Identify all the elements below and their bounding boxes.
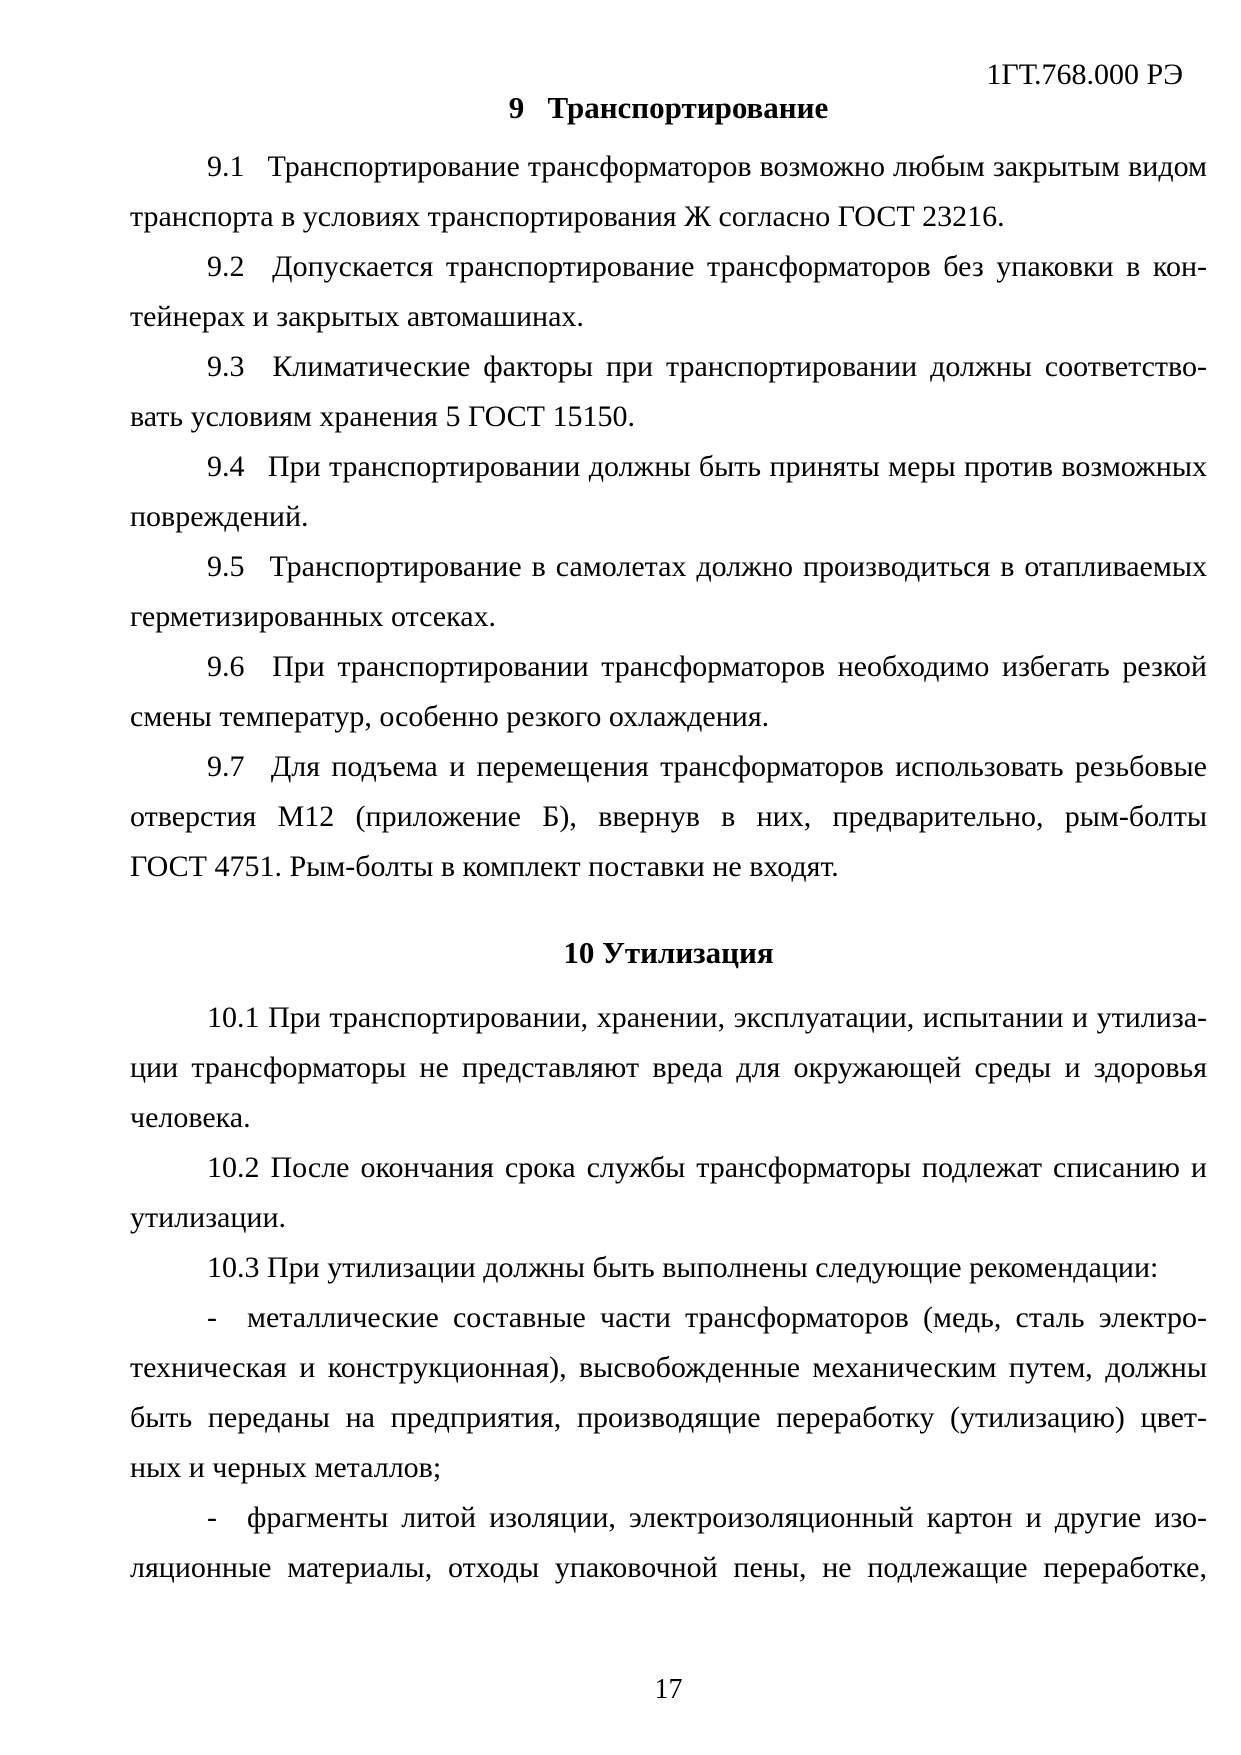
- text-line: 9.3 Климатические факторы при транспортировании должны соответство-: [207, 350, 1207, 383]
- text-line: 9.2 Допускается транспортирование трансформаторов без упаковки в кон-: [207, 250, 1207, 283]
- text-line: утилизации.: [130, 1201, 287, 1234]
- paragraph-9-7: [130, 742, 1207, 892]
- text-line: техническая и конструкционная), высвобожденные механическим путем, должны: [130, 1351, 1207, 1384]
- section-9-body: [130, 142, 1207, 892]
- paragraph-9-4: [130, 442, 1207, 542]
- text-line: 9.4 При транспортировании должны быть приняты меры против возможных: [207, 450, 1207, 483]
- text-line: транспорта в условиях транспортирования Ж согласно ГОСТ 23216.: [130, 200, 1005, 233]
- text-line: повреждений.: [130, 500, 309, 533]
- text-line: человека.: [130, 1101, 251, 1134]
- text-line: вать условиям хранения 5 ГОСТ 15150.: [130, 400, 635, 433]
- paragraph-9-2: [130, 242, 1207, 342]
- text-line: 9.1 Транспортирование трансформаторов возможно любым закрытым видом: [207, 150, 1207, 183]
- text-line: 10.2 После окончания срока службы трансформаторы подлежат списанию и: [207, 1151, 1207, 1184]
- text-line: - фрагменты литой изоляции, электроизоляционный картон и другие изо-: [207, 1501, 1207, 1534]
- section-9-title: 9 Транспортирование: [508, 90, 829, 125]
- paragraph-9-1: [130, 142, 1207, 242]
- section-10-body: [130, 993, 1207, 1593]
- text-line: 9.5 Транспортирование в самолетах должно производиться в отапливаемых: [207, 550, 1207, 583]
- doc-code: 1ГТ.768.000 РЭ: [986, 58, 1183, 91]
- text-line: ции трансформаторы не представляют вреда для окружающей среды и здоровья: [130, 1051, 1207, 1084]
- bullet-paragraph: [130, 1293, 1207, 1493]
- text-line: быть переданы на предприятия, производящие переработку (утилизацию) цвет-: [130, 1401, 1207, 1434]
- text-line: 10.3 При утилизации должны быть выполнены следующие рекомендации:: [207, 1251, 1159, 1284]
- text-line: 10.1 При транспортировании, хранении, эксплуатации, испытании и утилиза-: [207, 1001, 1207, 1034]
- text-line: 9.6 При транспортировании трансформаторов необходимо избегать резкой: [207, 650, 1207, 683]
- paragraph-10-3: [130, 1243, 1207, 1293]
- text-line: ляционные материалы, отходы упаковочной пены, не подлежащие переработке,: [130, 1551, 1207, 1584]
- bullet-paragraph: [130, 1493, 1207, 1593]
- text-line: герметизированных отсеках.: [130, 600, 497, 633]
- paragraph-9-6: [130, 642, 1207, 742]
- text-line: - металлические составные части трансформаторов (медь, сталь электро-: [207, 1301, 1207, 1334]
- page-number: 17: [654, 1674, 683, 1705]
- paragraph-9-3: [130, 342, 1207, 442]
- text-line: тейнерах и закрытых автомашинах.: [130, 300, 584, 333]
- text-line: ГОСТ 4751. Рым-болты в комплект поставки не входят.: [130, 850, 839, 883]
- text-line: ных и черных металлов;: [130, 1451, 442, 1484]
- paragraph-10-2: [130, 1143, 1207, 1243]
- section-10-title: 10 Утилизация: [563, 935, 774, 970]
- text-line: отверстия М12 (приложение Б), ввернув в них, предварительно, рым-болты: [130, 800, 1207, 833]
- paragraph-9-5: [130, 542, 1207, 642]
- text-line: 9.7 Для подъема и перемещения трансформаторов использовать резьбовые: [207, 750, 1207, 783]
- text-line: смены температур, особенно резкого охлаждения.: [130, 700, 770, 733]
- paragraph-10-1: [130, 993, 1207, 1143]
